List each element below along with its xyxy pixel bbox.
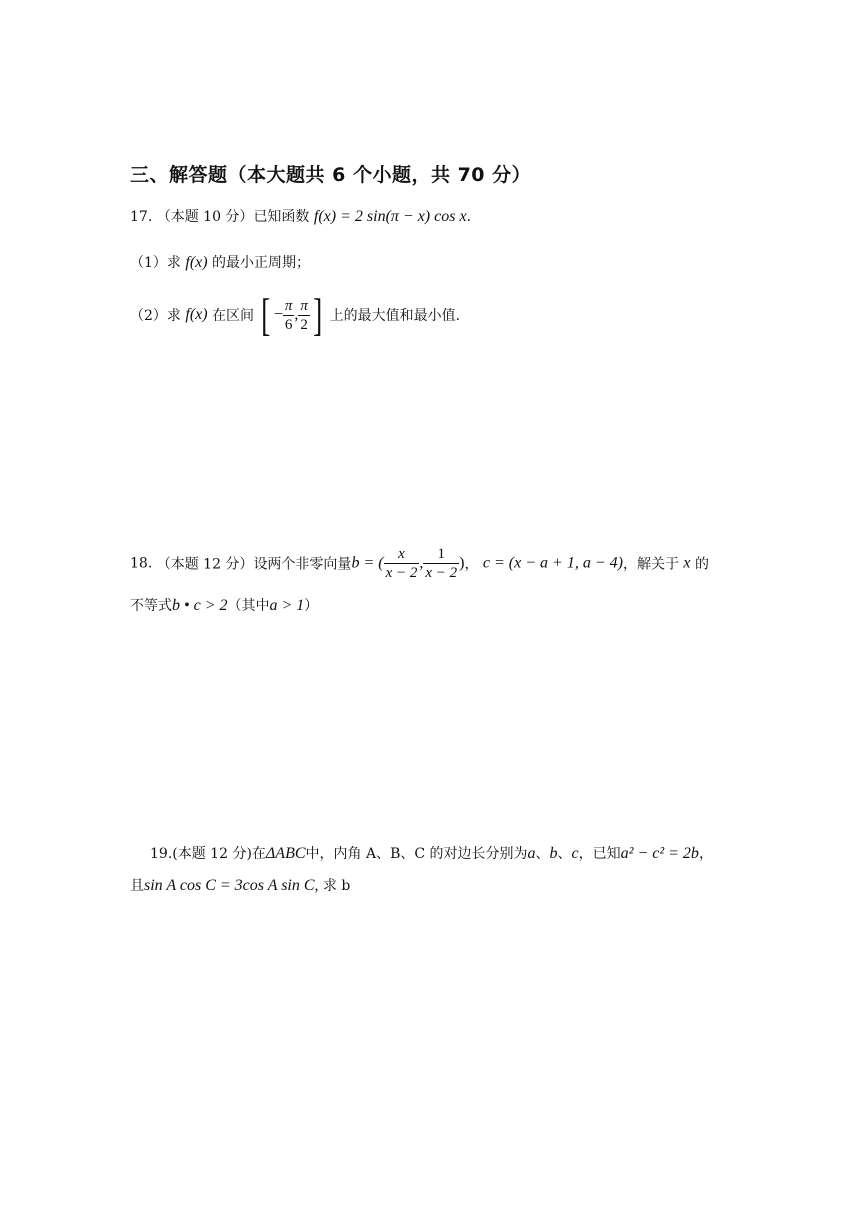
q18-points: （本题 12 分）	[156, 556, 254, 573]
q19-sep1: 、	[535, 846, 550, 862]
frac-num: x	[384, 545, 420, 564]
q19-sep2: 、	[557, 846, 572, 862]
q18-number: 18.	[130, 555, 153, 572]
frac-den: x − 2	[385, 565, 418, 581]
interval-open-bracket: [	[261, 289, 271, 340]
q19-line	[150, 843, 713, 863]
q17-formula: f(x) = 2 sin(π − x) cos x	[313, 208, 467, 225]
frac-den: x − 2	[425, 565, 458, 581]
q19-c: c	[571, 845, 579, 862]
q17-part2-fx: f(x)	[185, 306, 208, 323]
q19-ask: 求 b	[322, 878, 351, 894]
q18-line2-start: 不等式	[130, 598, 172, 614]
q17-end: .	[466, 209, 472, 225]
q18-intro: 设两个非零向量	[253, 556, 352, 573]
q17-part2-label: （2）求	[130, 308, 181, 324]
q19-mid: 中，内角 A、B、C 的对边长分别为	[305, 846, 528, 862]
q19-line2	[130, 875, 350, 895]
q18-line	[130, 545, 709, 582]
interval-frac-left	[283, 297, 295, 334]
q17-intro: 已知函数	[253, 209, 310, 225]
q17-part1-text: 的最小正周期；	[212, 255, 311, 271]
frac-num: π	[284, 297, 293, 314]
q19-number: 19.	[150, 846, 173, 862]
section-title: 三、解答题（本大题共 6 个小题，共 70 分）	[130, 164, 532, 186]
q17-part2-text: 上的最大值和最小值.	[329, 308, 461, 324]
b-close: )	[459, 554, 465, 572]
q17-part2	[130, 289, 461, 340]
frac-den: 2	[300, 316, 308, 333]
interval-comma: ,	[294, 306, 299, 323]
q19-triangle: ΔABC	[265, 845, 306, 862]
b-comma: ,	[419, 554, 424, 572]
interval-minus: −	[273, 306, 283, 323]
q17-part1-fx: f(x)	[185, 254, 208, 271]
q19-end1: ，	[698, 846, 713, 862]
q19-a: a	[527, 845, 536, 862]
q18-sep: ，	[464, 556, 479, 573]
q19-line2-start: 且	[130, 878, 144, 894]
q19-equation2: sin A cos C = 3cos A sin C,	[144, 877, 319, 894]
frac-num: π	[300, 297, 308, 314]
q18-cond: （其中	[227, 598, 270, 614]
interval-close-bracket: ]	[312, 289, 323, 340]
q17-part1	[130, 252, 310, 272]
q18-inequality: b • c > 2	[172, 597, 228, 614]
q19-points: (本题 12 分)	[172, 846, 252, 862]
q19-intro: 在	[251, 846, 266, 862]
q18-tail: ，解关于	[622, 556, 679, 573]
q17-points: （本题 10 分）	[156, 209, 254, 225]
b-frac-1	[384, 545, 420, 582]
q18-cond-math: a > 1	[269, 597, 305, 614]
q18-tail2: 的	[694, 556, 709, 573]
interval-frac-right	[298, 297, 310, 334]
q19-known: ，已知	[578, 846, 621, 862]
q18-var-x: x	[683, 554, 691, 572]
q17-part1-label: （1）求	[130, 255, 181, 271]
q17-line	[130, 206, 471, 226]
frac-den: 6	[284, 316, 293, 333]
b-frac-2	[423, 545, 459, 582]
q17-part2-mid: 在区间	[212, 308, 255, 324]
q17-number: 17.	[130, 209, 153, 225]
q18-cond-end: ）	[304, 598, 319, 614]
q18-c-def: c = (x − a + 1, a − 4)	[482, 554, 623, 572]
q18-b-def: b = (	[351, 554, 384, 572]
frac-num: 1	[423, 545, 459, 564]
q18-line2	[130, 595, 318, 615]
q19-equation: a² − c² = 2b	[620, 845, 699, 862]
q19-b: b	[549, 845, 558, 862]
